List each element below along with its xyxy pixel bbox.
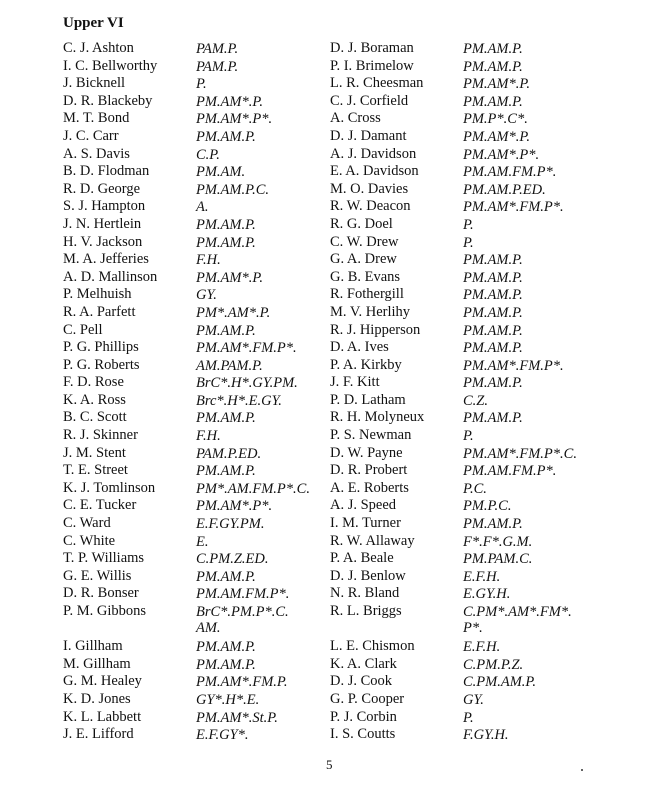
subject-codes: PM.AM*.P. xyxy=(463,128,530,145)
student-row xyxy=(330,163,577,181)
subject-codes: BrC*.H*.GY.PM. xyxy=(196,375,298,392)
subject-codes: PM.P.C. xyxy=(463,498,512,515)
student-row xyxy=(330,198,577,216)
student-name: G. E. Willis xyxy=(63,567,132,584)
subject-codes: PM.AM*.FM.P. xyxy=(196,674,288,691)
student-name: R. H. Molyneux xyxy=(330,409,425,426)
student-row xyxy=(63,550,310,568)
subject-codes: E.F.H. xyxy=(463,639,501,656)
student-row xyxy=(63,216,310,234)
left-name-column xyxy=(63,40,310,744)
student-name: I. M. Turner xyxy=(330,515,401,532)
subject-codes: PM.PAM.C. xyxy=(463,551,533,568)
student-name: M. T. Bond xyxy=(63,110,130,127)
student-row xyxy=(330,58,577,76)
student-name: R. L. Briggs xyxy=(330,603,402,619)
student-row xyxy=(63,93,310,111)
student-row xyxy=(330,726,577,744)
subject-codes: C.PM.P.Z. xyxy=(463,656,524,673)
student-row xyxy=(330,216,577,234)
subject-codes: PM*.AM*.P. xyxy=(196,304,271,321)
subject-codes: C.P. xyxy=(196,146,220,163)
student-name: P. D. Latham xyxy=(330,391,406,408)
subject-codes: PM.AM.P.C. xyxy=(196,181,270,198)
subject-codes: E.GY.H. xyxy=(463,586,511,603)
subject-codes: PM.AM.P.ED. xyxy=(463,181,546,198)
student-row xyxy=(63,322,310,340)
subject-codes: PM.AM.P. xyxy=(196,216,256,233)
subject-codes: P. xyxy=(463,216,474,233)
student-name: A. J. Speed xyxy=(330,497,397,514)
student-name: K. D. Jones xyxy=(63,690,131,707)
student-row xyxy=(63,357,310,375)
student-name: K. A. Ross xyxy=(63,391,126,408)
student-name: R. J. Skinner xyxy=(63,427,138,444)
student-row xyxy=(330,181,577,199)
subject-codes: GY. xyxy=(463,691,484,708)
subject-codes: PM.AM.P. xyxy=(463,58,523,75)
student-name: B. C. Scott xyxy=(63,409,127,426)
subject-codes: F.GY.H. xyxy=(463,727,509,744)
student-row xyxy=(63,533,310,551)
student-name: R. A. Parfett xyxy=(63,303,136,320)
student-row xyxy=(63,568,310,586)
subject-codes: PM.AM.P. xyxy=(463,93,523,110)
subject-codes: PM.AM.P. xyxy=(463,252,523,269)
student-name: A. D. Mallinson xyxy=(63,268,158,285)
subject-codes: PAM.P. xyxy=(196,41,239,57)
student-name: D. W. Payne xyxy=(330,444,403,461)
subject-codes: PM.AM*.St.P. xyxy=(196,709,278,726)
student-row xyxy=(330,585,577,603)
student-row xyxy=(330,251,577,269)
student-row xyxy=(63,638,310,656)
student-row xyxy=(63,374,310,392)
student-name: H. V. Jackson xyxy=(63,233,143,250)
subject-codes: PM.AM.P. xyxy=(463,287,523,304)
student-row xyxy=(330,374,577,392)
subject-codes: PM.AM*.FM.P*. xyxy=(463,199,564,216)
student-row xyxy=(330,480,577,498)
student-row xyxy=(63,234,310,252)
subject-codes: E. xyxy=(196,533,209,550)
student-name: I. C. Bellworthy xyxy=(63,57,158,74)
subject-codes: PM.AM*.FM.P*. xyxy=(196,340,297,357)
student-row xyxy=(63,392,310,410)
student-row xyxy=(63,146,310,164)
student-row xyxy=(330,146,577,164)
student-name: P. M. Gibbons xyxy=(63,603,146,619)
student-name: L. R. Cheesman xyxy=(330,75,424,92)
student-row xyxy=(63,40,310,58)
student-name: C. Pell xyxy=(63,321,103,338)
student-name: R. G. Doel xyxy=(330,215,393,232)
subject-codes: PM.AM.FM.P*. xyxy=(463,463,557,480)
student-name: I. S. Coutts xyxy=(330,726,396,743)
student-name: C. J. Ashton xyxy=(63,40,134,56)
student-name: D. J. Boraman xyxy=(330,40,414,56)
student-name: J. E. Lifford xyxy=(63,726,134,743)
subject-codes: PM.AM.P. xyxy=(196,639,256,656)
student-name: T. E. Street xyxy=(63,462,128,479)
subject-codes: E.F.H. xyxy=(463,568,501,585)
subject-codes: PM.P*.C*. xyxy=(463,111,528,128)
subject-codes: PM.AM*.P*. xyxy=(196,111,273,128)
student-row xyxy=(63,128,310,146)
student-name: F. D. Rose xyxy=(63,374,124,391)
student-row xyxy=(330,638,577,656)
student-name: A. J. Davidson xyxy=(330,145,417,162)
student-row xyxy=(63,198,310,216)
subject-codes: PM.AM.P. xyxy=(196,128,256,145)
student-name: A. Cross xyxy=(330,110,381,127)
student-name: C. White xyxy=(63,532,116,549)
student-row xyxy=(63,497,310,515)
student-name: R. W. Deacon xyxy=(330,198,411,215)
student-row xyxy=(63,75,310,93)
student-row xyxy=(330,515,577,533)
student-name: L. E. Chismon xyxy=(330,638,415,655)
student-name: P. Melhuish xyxy=(63,286,132,303)
student-name: P. G. Phillips xyxy=(63,339,139,356)
page-number: 5 xyxy=(326,757,333,772)
student-name: R. Fothergill xyxy=(330,286,404,303)
student-name: D. A. Ives xyxy=(330,339,389,356)
subject-codes: PM.AM.P. xyxy=(196,322,256,339)
subject-codes: PM.AM.P. xyxy=(463,340,523,357)
subject-codes: PM.AM.P. xyxy=(463,410,523,427)
subject-codes: C.Z. xyxy=(463,392,488,409)
scan-speck xyxy=(581,769,583,771)
student-name: T. P. Williams xyxy=(63,550,145,567)
subject-codes: PM*.AM.FM.P*.C. xyxy=(196,480,310,497)
subject-codes: PM.AM*.P. xyxy=(196,93,263,110)
student-name: P. G. Roberts xyxy=(63,356,140,373)
student-name: J. C. Carr xyxy=(63,127,119,144)
student-row xyxy=(330,445,577,463)
form-heading: Upper VI xyxy=(63,15,124,31)
student-row xyxy=(63,445,310,463)
subject-codes: P.C. xyxy=(463,480,487,497)
right-name-column xyxy=(330,40,577,744)
student-name: D. R. Probert xyxy=(330,462,408,479)
student-row xyxy=(330,603,577,638)
student-row xyxy=(63,427,310,445)
student-row xyxy=(63,409,310,427)
subject-codes: PM.AM*.P. xyxy=(463,76,530,93)
subject-codes: AM.PAM.P. xyxy=(196,357,263,374)
subject-codes: F.H. xyxy=(196,252,221,269)
student-row xyxy=(330,497,577,515)
student-row xyxy=(330,550,577,568)
student-row xyxy=(330,286,577,304)
student-name: C. J. Corfield xyxy=(330,92,409,109)
subject-codes: E.F.GY.PM. xyxy=(196,516,265,533)
student-name: N. R. Bland xyxy=(330,585,400,602)
subject-codes: C.PM.AM.P. xyxy=(463,674,537,691)
subject-codes: PM.AM.P. xyxy=(463,322,523,339)
student-name: A. S. Davis xyxy=(63,145,130,162)
student-row xyxy=(330,656,577,674)
subject-codes: PM.AM.P. xyxy=(463,269,523,286)
student-row xyxy=(330,339,577,357)
subject-codes: PM.AM.P. xyxy=(196,656,256,673)
student-name: J. M. Stent xyxy=(63,444,126,461)
subject-codes: C.PM*.AM*.FM*. P*. xyxy=(463,604,572,636)
student-name: J. N. Hertlein xyxy=(63,215,142,232)
student-row xyxy=(63,480,310,498)
student-row xyxy=(63,163,310,181)
subject-codes: P. xyxy=(196,76,207,93)
subject-codes: P. xyxy=(463,428,474,445)
student-name: D. R. Blackeby xyxy=(63,92,153,109)
student-row xyxy=(330,568,577,586)
student-name: P. I. Brimelow xyxy=(330,57,414,74)
student-name: M. Gillham xyxy=(63,655,131,672)
student-name: K. J. Tomlinson xyxy=(63,479,156,496)
student-name: R. D. George xyxy=(63,180,141,197)
student-row xyxy=(330,673,577,691)
student-row xyxy=(330,462,577,480)
subject-codes: PAM.P. xyxy=(196,58,239,75)
student-name: C. Ward xyxy=(63,515,111,532)
student-name: D. J. Cook xyxy=(330,673,393,690)
subject-codes: PM.AM.FM.P*. xyxy=(463,164,557,181)
student-name: D. R. Bonser xyxy=(63,585,139,602)
subject-codes: PM.AM*.FM.P*. xyxy=(463,357,564,374)
subject-codes: PM.AM*.P*. xyxy=(196,498,273,515)
student-name: G. M. Healey xyxy=(63,673,142,690)
subject-codes: Brc*.H*.E.GY. xyxy=(196,392,282,409)
student-row xyxy=(330,322,577,340)
subject-codes: PM.AM.P. xyxy=(463,375,523,392)
student-name: A. E. Roberts xyxy=(330,479,409,496)
subject-codes: GY. xyxy=(196,287,217,304)
student-row xyxy=(63,269,310,287)
student-row xyxy=(330,75,577,93)
student-name: C. E. Tucker xyxy=(63,497,137,514)
student-name: P. J. Corbin xyxy=(330,708,397,725)
student-row xyxy=(330,427,577,445)
subject-codes: PM.AM*.P*. xyxy=(463,146,540,163)
subject-codes: E.F.GY*. xyxy=(196,727,249,744)
student-name: S. J. Hampton xyxy=(63,198,146,215)
student-row xyxy=(330,269,577,287)
student-row xyxy=(63,462,310,480)
student-name: G. B. Evans xyxy=(330,268,401,285)
student-row xyxy=(63,656,310,674)
student-row xyxy=(63,58,310,76)
student-row xyxy=(63,585,310,603)
subject-codes: PM.AM.P. xyxy=(463,304,523,321)
subject-codes: PM.AM.P. xyxy=(196,234,256,251)
student-row xyxy=(330,40,577,58)
student-name: K. A. Clark xyxy=(330,655,397,672)
student-name: G. A. Drew xyxy=(330,251,397,268)
subject-codes: P. xyxy=(463,709,474,726)
student-row xyxy=(63,181,310,199)
subject-codes: P. xyxy=(463,234,474,251)
student-name: E. A. Davidson xyxy=(330,163,419,180)
student-name: P. S. Newman xyxy=(330,427,412,444)
student-row xyxy=(330,533,577,551)
student-name: D. J. Damant xyxy=(330,127,407,144)
student-row xyxy=(63,726,310,744)
student-name: P. A. Kirkby xyxy=(330,356,402,373)
student-row xyxy=(63,251,310,269)
student-row xyxy=(63,691,310,709)
student-name: R. J. Hipperson xyxy=(330,321,421,338)
student-row xyxy=(330,110,577,128)
student-row xyxy=(330,709,577,727)
student-name: J. F. Kitt xyxy=(330,374,380,391)
student-name: D. J. Benlow xyxy=(330,567,406,584)
subject-codes: PM.AM.FM.P*. xyxy=(196,586,290,603)
student-row xyxy=(330,392,577,410)
student-row xyxy=(330,409,577,427)
student-row xyxy=(330,234,577,252)
student-name: J. Bicknell xyxy=(63,75,126,92)
subject-codes: F.H. xyxy=(196,428,221,445)
student-row xyxy=(63,304,310,322)
subject-codes: A. xyxy=(196,199,209,216)
subject-codes: PM.AM*.P. xyxy=(196,269,263,286)
student-row xyxy=(330,128,577,146)
subject-codes: BrC*.PM.P*.C. AM. xyxy=(196,604,289,636)
student-row xyxy=(63,110,310,128)
student-name: M. V. Herlihy xyxy=(330,303,411,320)
subject-codes: PM.AM.P. xyxy=(463,516,523,533)
subject-codes: PM.AM.P. xyxy=(196,410,256,427)
student-name: P. A. Beale xyxy=(330,550,394,567)
subject-codes: F*.F*.G.M. xyxy=(463,533,533,550)
subject-codes: PAM.P.ED. xyxy=(196,445,262,462)
subject-codes: PM.AM.P. xyxy=(196,568,256,585)
student-row xyxy=(63,515,310,533)
student-name: G. P. Cooper xyxy=(330,690,405,707)
student-row xyxy=(330,691,577,709)
subject-codes: PM.AM. xyxy=(196,164,246,181)
student-name: M. O. Davies xyxy=(330,180,409,197)
student-row xyxy=(63,673,310,691)
student-name: C. W. Drew xyxy=(330,233,399,250)
student-row xyxy=(63,603,310,638)
student-row xyxy=(330,304,577,322)
student-name: I. Gillham xyxy=(63,638,123,655)
subject-codes: C.PM.Z.ED. xyxy=(196,551,269,568)
subject-codes: PM.AM.P. xyxy=(463,41,523,57)
student-row xyxy=(330,93,577,111)
student-name: K. L. Labbett xyxy=(63,708,142,725)
subject-codes: GY*.H*.E. xyxy=(196,691,260,708)
student-row xyxy=(63,286,310,304)
student-row xyxy=(63,339,310,357)
student-row xyxy=(63,709,310,727)
student-name: R. W. Allaway xyxy=(330,532,415,549)
student-row xyxy=(330,357,577,375)
subject-codes: PM.AM.P. xyxy=(196,463,256,480)
student-name: B. D. Flodman xyxy=(63,163,150,180)
subject-codes: PM.AM*.FM.P*.C. xyxy=(463,445,577,462)
student-name: M. A. Jefferies xyxy=(63,251,149,268)
